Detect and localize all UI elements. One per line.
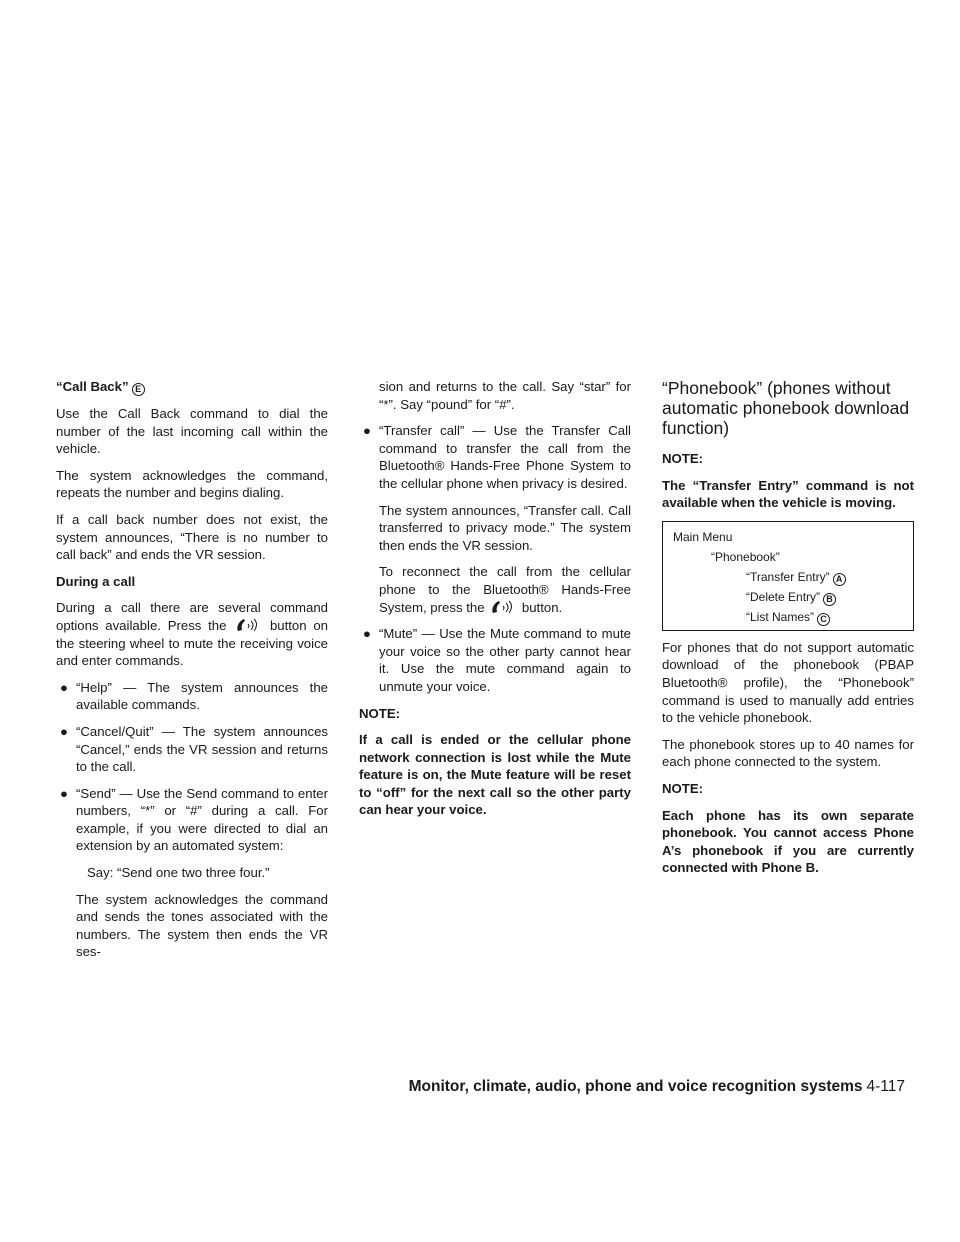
note-body: The “Transfer Entry” command is not available when the vehicle is moving. <box>662 477 914 511</box>
call-back-paragraph-1: Use the Call Back command to dial the number of the last incoming call within the vehicle. <box>56 406 328 457</box>
list-item: ● “Cancel/Quit” — The system announces “Cancel,” ends the VR session and returns to the call. <box>60 723 328 775</box>
list-item: ● “Help” — The system announces the available commands. <box>60 679 328 713</box>
call-back-paragraph-2: The system acknowledges the command, repeats the number and begins dialing. <box>56 467 328 501</box>
menu-item-list-names: “List Names” C <box>673 607 905 627</box>
bullet-dot-icon: ● <box>363 423 371 439</box>
list-item: ● “Send” — Use the Send command to enter numbers, “*” or “#” during a call. For example, if you were directed to dial an extension by an automated system: <box>60 785 328 854</box>
note-label: NOTE: <box>662 780 704 796</box>
page-footer <box>409 1078 905 1096</box>
footer-section-title: Monitor, climate, audio, phone and voice recognition systems <box>408 1078 863 1095</box>
transfer-announce-text: The system announces, “Transfer call. Call transferred to privacy mode.” The system then ends the VR session. <box>379 502 631 553</box>
marker-a-icon: A <box>833 573 846 586</box>
transfer-list <box>359 422 631 492</box>
talk-phone-icon <box>233 618 263 632</box>
phonebook-section-title: “Phonebook” (phones without automatic phonebook download function) <box>662 378 910 438</box>
phonebook-paragraph-1: For phones that do not support automatic download of the phonebook (PBAP Bluetooth® profile), the “Phonebook” command is used to manually add entries to the vehicle phonebook. <box>662 639 914 726</box>
during-call-paragraph: During a call there are several command options available. Press the button on the steering wheel to mute the receiving voice and enter commands. <box>56 600 328 669</box>
during-call-command-list <box>56 679 328 855</box>
bullet-dot-icon: ● <box>60 723 68 739</box>
call-back-heading: “Call Back” E <box>56 378 328 396</box>
column-2 <box>359 378 631 828</box>
note-body: If a call is ended or the cellular phone network connection is lost while the Mute feature is on, the Mute feature will be reset to “off” for the next call so the other party can hear your voice. <box>359 732 631 818</box>
send-acknowledge-text: The system acknowledges the command and sends the tones associated with the numbers. The system then ends the VR ses- <box>76 891 328 960</box>
marker-c-icon: C <box>817 613 830 626</box>
mute-list <box>359 625 631 695</box>
marker-e-icon: E <box>132 383 145 396</box>
column-3 <box>662 378 914 886</box>
page-number: 4-117 <box>866 1078 905 1095</box>
phonebook-paragraph-2: The phonebook stores up to 40 names for each phone connected to the system. <box>662 736 914 770</box>
list-item: ● “Mute” — Use the Mute command to mute your voice so the other party cannot hear it. Use the mute command again to unmute your voice. <box>363 626 631 694</box>
menu-level-1: “Phonebook” <box>711 549 780 564</box>
note-body: Each phone has its own separate phonebook. You cannot access Phone A’s phonebook if you are currently connected with Phone B. <box>662 807 914 876</box>
bullet-dot-icon: ● <box>363 626 371 642</box>
bullet-dot-icon: ● <box>60 785 68 801</box>
send-continued-text: sion and returns to the call. Say “star” for “*”. Say “pound” for “#”. <box>379 379 631 412</box>
during-call-heading: During a call <box>56 573 136 589</box>
marker-b-icon: B <box>823 593 836 606</box>
bullet-dot-icon: ● <box>60 679 68 695</box>
say-example: Say: “Send one two three four.” <box>87 865 270 881</box>
column-1 <box>56 378 328 970</box>
menu-item-delete-entry: “Delete Entry” B <box>673 587 905 607</box>
menu-item-transfer-entry: “Transfer Entry” A <box>673 567 905 587</box>
phonebook-menu-diagram <box>662 521 914 631</box>
call-back-paragraph-3: If a call back number does not exist, the system announces, “There is no number to call back” and ends the VR session. <box>56 511 328 563</box>
note-label: NOTE: <box>662 451 704 466</box>
menu-root: Main Menu <box>673 529 733 544</box>
list-item: ● “Transfer call” — Use the Transfer Call command to transfer the call from the Bluetooth® Hands-Free Phone System to the cellular phone when privacy is desired. <box>363 423 631 491</box>
note-label: NOTE: <box>359 705 401 721</box>
talk-phone-icon <box>488 600 518 614</box>
reconnect-text: To reconnect the call from the cellular phone to the Bluetooth® Hands-Free System, press the button. <box>379 564 631 615</box>
